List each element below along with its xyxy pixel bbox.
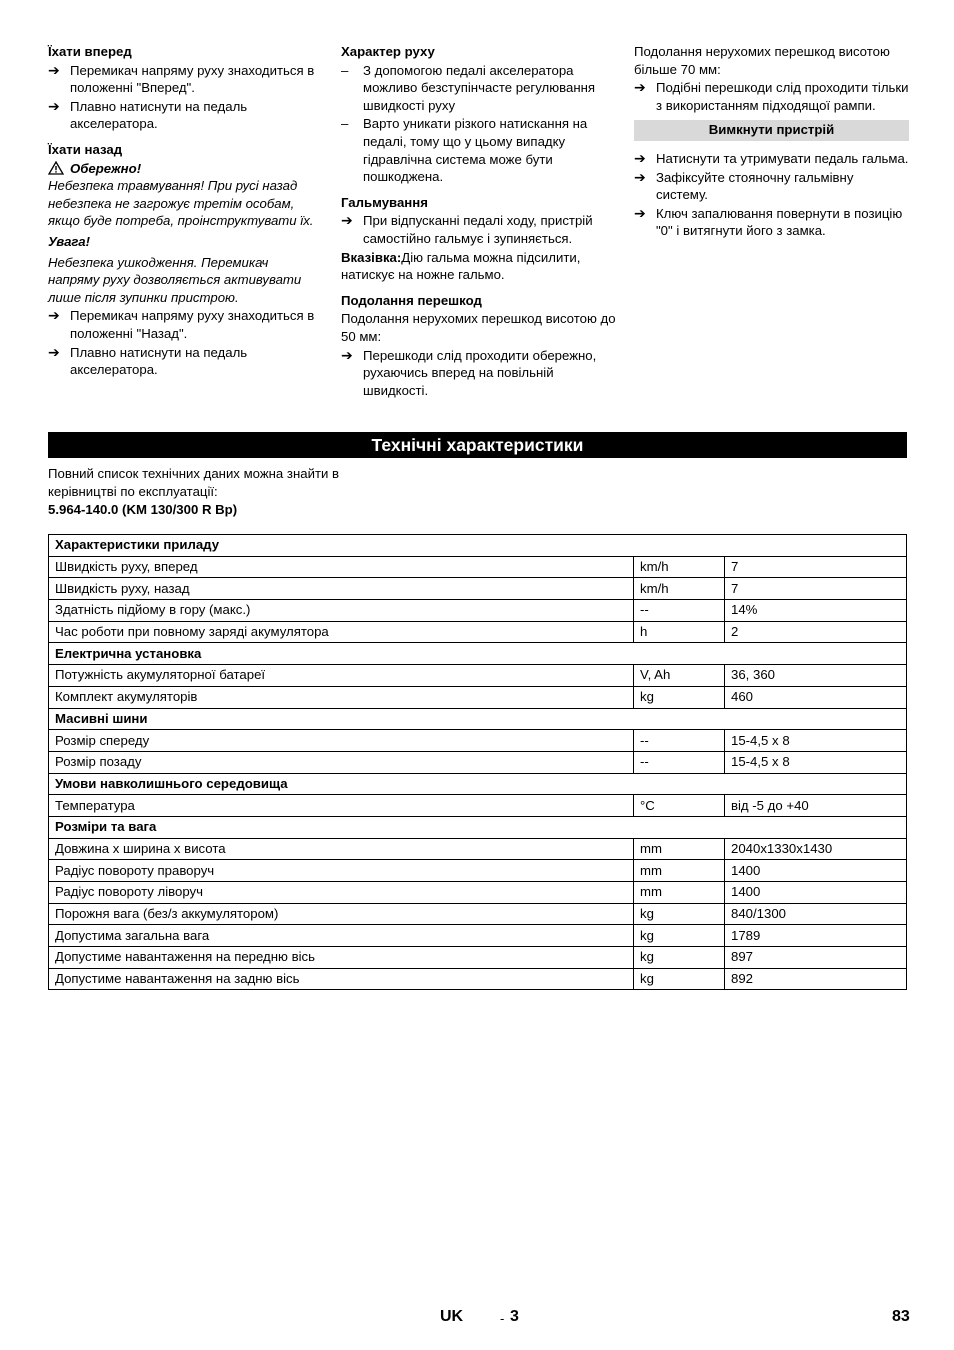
column-3 — [634, 43, 909, 241]
page-number: 83 — [892, 1308, 910, 1325]
spec-unit: kg — [634, 903, 725, 925]
list-item-text: Перемикач напряму руху знаходиться в положенні "Назад". — [70, 308, 315, 341]
table-row — [49, 903, 907, 925]
heading-shutdown: Вимкнути пристрій — [634, 120, 909, 141]
list-item — [48, 307, 323, 342]
footer-language-code: UK — [440, 1308, 464, 1325]
list-item — [634, 205, 909, 240]
arrow-right-icon: ➔ — [48, 61, 60, 78]
spec-table — [48, 534, 907, 990]
table-row — [49, 600, 907, 622]
spec-label: Швидкість руху, назад — [49, 578, 634, 600]
note-text: Дію гальма можна підсилити, натискує на ножне гальмо. — [341, 249, 581, 283]
list-item — [341, 212, 616, 247]
spec-value: 897 — [725, 947, 907, 969]
spec-value: 1400 — [725, 860, 907, 882]
spec-unit: °C — [634, 795, 725, 817]
list-item — [634, 150, 909, 168]
table-row — [49, 838, 907, 860]
section-motion — [341, 43, 616, 186]
spec-label: Радіус повороту праворуч — [49, 860, 634, 882]
table-row — [49, 621, 907, 643]
spec-label: Допустиме навантаження на передню вісь — [49, 947, 634, 969]
spec-label: Розмір спереду — [49, 730, 634, 752]
spec-unit: km/h — [634, 556, 725, 578]
table-row — [49, 925, 907, 947]
spec-unit: V, Ah — [634, 665, 725, 687]
table-row — [49, 578, 907, 600]
table-group-row — [49, 773, 907, 795]
list-item-text: При відпусканні педалі ходу, пристрій самостійно гальмує і зупиняється. — [363, 213, 593, 246]
group-label: Розміри та вага — [49, 816, 907, 838]
arrow-right-icon: ➔ — [341, 212, 353, 229]
list-item-text: Подібні перешкоди слід проходити тільки з використанням підходящої рампи. — [656, 80, 909, 113]
table-group-row — [49, 708, 907, 730]
group-label: Електрична установка — [49, 643, 907, 665]
arrow-right-icon: ➔ — [634, 79, 646, 96]
heading-obstacles: Подолання перешкод — [341, 292, 482, 308]
spec-label: Довжина x ширина x висота — [49, 838, 634, 860]
dash-bullet: – — [341, 116, 349, 132]
list-item — [341, 62, 616, 115]
list-item-text: Натиснути та утримувати педаль гальма. — [656, 150, 909, 166]
table-row — [49, 860, 907, 882]
group-label: Масивні шини — [49, 708, 907, 730]
braking-note — [341, 249, 616, 284]
arrow-right-icon: ➔ — [341, 346, 353, 363]
list-item — [48, 62, 323, 97]
spec-label: Здатність підйому в гору (макс.) — [49, 600, 634, 622]
spec-value: 7 — [725, 578, 907, 600]
table-row — [49, 795, 907, 817]
spec-unit: mm — [634, 882, 725, 904]
footer-separator: - — [500, 1311, 505, 1326]
spec-label: Радіус повороту ліворуч — [49, 882, 634, 904]
list-item-text: Перешкоди слід проходити обережно, рухаючись вперед на повільній швидкості. — [363, 347, 597, 398]
warning-triangle-icon — [48, 161, 64, 175]
heading-drive-backward: Їхати назад — [48, 141, 123, 157]
spec-unit: kg — [634, 968, 725, 990]
list-item-text: Варто уникати різкого натискання на педалі, тому що у цьому випадку гідравлічна система може бути пошкоджена. — [363, 116, 588, 185]
list-item-text: З допомогою педалі акселератора можливо безступінчасте регулювання швидкості руху — [363, 62, 596, 113]
tech-intro-text: Повний список технічних даних можна знайти в керівництві по експлуатації: — [48, 466, 340, 499]
spec-value: 892 — [725, 968, 907, 990]
obstacles-70-text: Подолання нерухомих перешкод висотою більше 70 мм: — [634, 44, 890, 77]
list-item — [48, 98, 323, 133]
attention-label: Увага! — [48, 233, 90, 249]
spec-unit: kg — [634, 947, 725, 969]
spec-label: Допустима загальна вага — [49, 925, 634, 947]
spec-unit: -- — [634, 600, 725, 622]
section-drive-forward — [48, 43, 323, 133]
list-item — [341, 115, 616, 185]
spec-value: 1789 — [725, 925, 907, 947]
tech-intro — [48, 465, 348, 520]
table-group-row — [49, 816, 907, 838]
column-1 — [48, 43, 323, 387]
list-item-text: Зафіксуйте стояночну гальмівну систему. — [656, 169, 854, 203]
column-2 — [341, 43, 616, 407]
heading-drive-forward: Їхати вперед — [48, 44, 132, 59]
table-row — [49, 947, 907, 969]
table-row — [49, 686, 907, 708]
spec-value: 15-4,5 x 8 — [725, 751, 907, 773]
arrow-right-icon: ➔ — [48, 307, 60, 324]
table-row — [49, 556, 907, 578]
arrow-right-icon: ➔ — [48, 97, 60, 114]
table-group-row — [49, 535, 907, 557]
spec-label: Допустиме навантаження на задню вісь — [49, 968, 634, 990]
table-row — [49, 730, 907, 752]
spec-unit: h — [634, 621, 725, 643]
group-label: Характеристики приладу — [49, 535, 907, 557]
spec-label: Розмір позаду — [49, 751, 634, 773]
arrow-right-icon: ➔ — [634, 168, 646, 185]
list-item-text: Перемикач напряму руху знаходиться в положенні "Вперед". — [70, 62, 315, 96]
list-item-text: Плавно натиснути на педаль акселератора. — [70, 344, 248, 378]
spec-unit: mm — [634, 860, 725, 882]
caution-label: Обережно! — [70, 160, 142, 176]
spec-value: 36, 360 — [725, 665, 907, 687]
table-row — [49, 665, 907, 687]
arrow-right-icon: ➔ — [634, 204, 646, 221]
arrow-right-icon: ➔ — [48, 343, 60, 360]
spec-value: 2 — [725, 621, 907, 643]
spec-label: Температура — [49, 795, 634, 817]
spec-value: 840/1300 — [725, 903, 907, 925]
section-drive-backward — [48, 141, 323, 379]
spec-label: Потужність акумуляторної батареї — [49, 665, 634, 687]
list-item — [634, 169, 909, 204]
footer-section-page: 3 — [510, 1308, 519, 1325]
spec-unit: kg — [634, 686, 725, 708]
caution-text: Небезпека травмування! При русі назад небезпека не загрожує третім особам, якщо буде потреба, проінструктувати їх. — [48, 178, 314, 229]
obstacles-text: Подолання нерухомих перешкод висотою до 50 мм: — [341, 311, 616, 344]
list-item — [48, 344, 323, 379]
list-item-text: Ключ запалювання повернути в позицію "0" і витягнути його з замка. — [656, 205, 903, 239]
heading-motion: Характер руху — [341, 44, 435, 59]
section-obstacles — [341, 292, 616, 400]
spec-unit: kg — [634, 925, 725, 947]
table-group-row — [49, 643, 907, 665]
spec-value: 15-4,5 x 8 — [725, 730, 907, 752]
model-number: 5.964-140.0 (KM 130/300 R Bp) — [48, 502, 238, 518]
list-item — [634, 79, 909, 114]
spec-value: 2040x1330x1430 — [725, 838, 907, 860]
list-item — [341, 347, 616, 400]
heading-braking: Гальмування — [341, 194, 428, 210]
section-braking — [341, 194, 616, 284]
spec-value: 1400 — [725, 882, 907, 904]
spec-value: 7 — [725, 556, 907, 578]
dash-bullet: – — [341, 62, 349, 78]
spec-label: Час роботи при повному заряді акумулятора — [49, 621, 634, 643]
group-label: Умови навколишнього середовища — [49, 773, 907, 795]
spec-label: Швидкість руху, вперед — [49, 556, 634, 578]
spec-unit: -- — [634, 730, 725, 752]
spec-value: 14% — [725, 600, 907, 622]
spec-label: Комплект акумуляторів — [49, 686, 634, 708]
spec-value: 460 — [725, 686, 907, 708]
note-label: Вказівка: — [341, 249, 402, 265]
caution-line — [48, 160, 323, 178]
section-title-tech-specs: Технічні характеристики — [48, 432, 907, 458]
table-row — [49, 968, 907, 990]
spec-unit: -- — [634, 751, 725, 773]
spec-unit: mm — [634, 838, 725, 860]
spec-value: від -5 до +40 — [725, 795, 907, 817]
list-item-text: Плавно натиснути на педаль акселератора. — [70, 98, 248, 132]
spec-unit: km/h — [634, 578, 725, 600]
arrow-right-icon: ➔ — [634, 149, 646, 166]
attention-text: Небезпека ушкодження. Перемикач напряму руху дозволяється активувати лише після зупинки пристрою. — [48, 254, 302, 305]
table-row — [49, 751, 907, 773]
spec-label: Порожня вага (без/з аккумулятором) — [49, 903, 634, 925]
table-row — [49, 882, 907, 904]
